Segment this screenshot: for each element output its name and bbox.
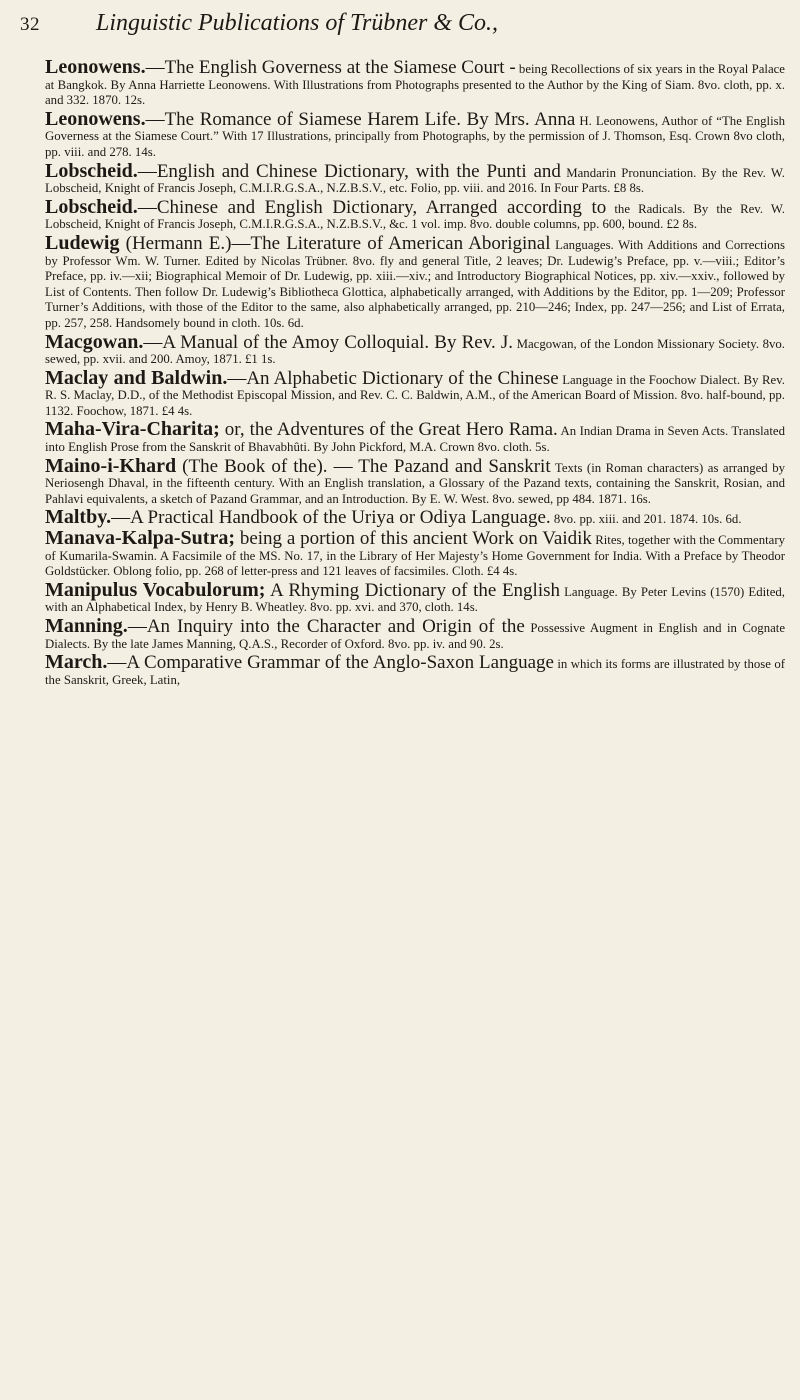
catalogue-entry (45, 615, 786, 652)
entry-title-lead: —A Manual of the Amoy Colloquial. By Rev. J. (143, 331, 514, 353)
entry-title-lead: —A Practical Handbook of the Uriya or Odiya Language. (111, 507, 551, 529)
entry-headword: Manning. (45, 615, 128, 637)
entry-description: Rites, together with the Commentary of Kumarila-Swamin. A Facsimile of the MS. No. 17, in the Library of Her Majesty’s Home Government for India. With a Preface by Theodor Goldstücker. Oblong folio, pp. 268 of letter-press and 121 leaves of facsimiles. Cloth. £4 4s. (45, 533, 785, 579)
entry-title-lead: or, the Adventures of the Great Hero Rama. (219, 419, 558, 441)
entry-headword: March. (45, 651, 108, 674)
entry-title-lead: —An Inquiry into the Character and Origin of the (127, 616, 525, 637)
entry-description: Mandarin Pronunciation. By the Rev. W. Lobscheid, Knight of Francis Joseph, C.M.I.R.G.S.A., N.Z.B.S.V., etc. Folio, pp. viii. and 2016. In Four Parts. £8 8s. (45, 165, 785, 196)
catalogue-entry (45, 454, 785, 508)
entry-description: Texts (in Roman characters) as arranged by Neriosengh Dhaval, in the fifteenth century. With an English translation, a Glossary of the Pazand texts, containing the Sanskrit, Rosian, and Pahlavi equivalents, a sketch of Pazand Grammar, and an Introduction. By E. W. West. 8vo. sewed, pp 484. 1871. 16s. (45, 460, 785, 506)
entry-title-lead: A Rhyming Dictionary of the English (265, 579, 560, 601)
catalogue-entry (45, 107, 786, 161)
entry-headword: Leonowens. (45, 107, 146, 130)
entry-title-lead: —An Alphabetic Dictionary of the Chinese (227, 367, 559, 389)
catalogue-entry (45, 527, 785, 580)
entry-headword: Manipulus Vocabulorum; (45, 578, 266, 601)
entry-title-lead: (The Book of the). — The Pazand and Sanskrit (176, 455, 551, 477)
catalogue-entry (45, 330, 785, 368)
catalogue-entry (45, 418, 785, 455)
catalogue-entry (45, 231, 785, 332)
page-number: 32 (20, 14, 40, 35)
entry-headword: Maltby. (45, 506, 112, 529)
catalogue-entry (45, 159, 785, 197)
entry-title-lead: (Hermann E.)—The Literature of American Aboriginal (119, 232, 551, 254)
entry-title-lead: —A Comparative Grammar of the Anglo-Saxon Language (107, 652, 554, 674)
entry-title-lead: being a portion of this ancient Work on Vaidik (235, 528, 592, 550)
catalogue-entry (45, 651, 785, 688)
catalogue-entry (45, 366, 785, 420)
entry-headword: Lobscheid. (45, 195, 138, 218)
entry-headword: Leonowens. (45, 56, 146, 78)
entry-title-lead: —The English Governess at the Siamese Court - (145, 57, 516, 78)
entry-description: 8vo. pp. xiii. and 201. 1874. 10s. 6d. (553, 512, 742, 527)
catalogue-entries (45, 56, 786, 691)
entry-title-lead: —English and Chinese Dictionary, with the Punti and (137, 160, 561, 182)
entry-headword: Maclay and Baldwin. (45, 366, 228, 389)
catalogue-entry (45, 506, 785, 529)
entry-title-lead: —Chinese and English Dictionary, Arranged according to (137, 196, 607, 218)
entry-title-lead: —The Romance of Siamese Harem Life. By Mrs. Anna (145, 108, 576, 130)
catalogue-entry (45, 195, 785, 233)
entry-description: Languages. With Additions and Corrections by Professor Wm. W. Turner. Edited by Nicolas Trübner. 8vo. fly and general Title, 2 leaves; Dr. Ludewig’s Preface, pp. v.—viii.; Editor’s Preface, pp. iv.—xii; Biographical Memoir of Dr. Ludewig, pp. xiii.—xiv.; and Introductory Biographical Notices, pp. xiv.—xxiv., followed by List of Contents. Then follow Dr. Ludewig’s Bibliotheca Glottica, alphabetically arranged, with Additions by the Editor, pp. 1—209; Professor Turner’s Additions, with those of the Editor to the same, also alphabetically arranged, pp. 210—246; Index, pp. 247—256; and List of Errata, pp. 257, 258. Handsomely bound in cloth. 10s. 6d. (45, 237, 785, 330)
entry-headword: Maha-Vira-Charita; (45, 418, 220, 441)
entry-headword: Ludewig (45, 231, 120, 254)
catalogue-entry (45, 56, 785, 109)
entry-description: H. Leonowens, Author of “The English Governess at the Siamese Court.” With 17 Illustrations, principally from Photographs, by the permission of J. Thomson, Esq. Crown 8vo cloth, pp. viii. and 278. 14s. (45, 113, 786, 159)
entry-description: Macgowan, of the London Missionary Society. 8vo. sewed, pp. xvii. and 200. Amoy, 1871. £1 1s. (45, 336, 785, 367)
entry-headword: Lobscheid. (45, 159, 138, 182)
entry-description: An Indian Drama in Seven Acts. Translated into English Prose from the Sanskrit of Bhavabhûti. By John Pickford, M.A. Crown 8vo. cloth. 5s. (45, 424, 785, 455)
entry-description: Possessive Augment in English and in Cognate Dialects. By the late James Manning, Q.A.S., Recorder of Oxford. 8vo. pp. iv. and 90. 2s. (45, 621, 786, 651)
entry-description: in which its forms are illustrated by those of the Sanskrit, Greek, Latin, (45, 657, 785, 687)
entry-description: the Radicals. By the Rev. W. Lobscheid, Knight of Francis Joseph, C.M.I.R.G.S.A., N.Z.B.S.V., &c. 1 vol. imp. 8vo. double columns, pp. 600, bound. £2 8s. (45, 201, 785, 232)
entry-description: Language in the Foochow Dialect. By Rev. R. S. Maclay, D.D., of the Methodist Episcopal Mission, and Rev. C. C. Baldwin, A.M., of the American Board of Mission. 8vo. half-bound, pp. 1132. Foochow, 1871. £4 4s. (45, 372, 785, 418)
catalogue-entry (45, 578, 786, 616)
entry-headword: Maino-i-Khard (45, 454, 177, 477)
entry-headword: Macgowan. (45, 330, 144, 353)
entry-description: Language. By Peter Levins (1570) Edited, with an Alphabetical Index, by Henry B. Wheatley. 8vo. pp. xvi. and 370, cloth. 14s. (45, 584, 786, 615)
entry-headword: Manava-Kalpa-Sutra; (45, 527, 235, 550)
entry-description: being Recollections of six years in the Royal Palace at Bangkok. By Anna Harriette Leonowens. With Illustrations from Photographs presented to the Author by the King of Siam. 8vo. cloth, pp. x. and 332. 1870. 12s. (45, 62, 785, 108)
running-head: Linguistic Publications of Trübner & Co., (96, 10, 499, 36)
